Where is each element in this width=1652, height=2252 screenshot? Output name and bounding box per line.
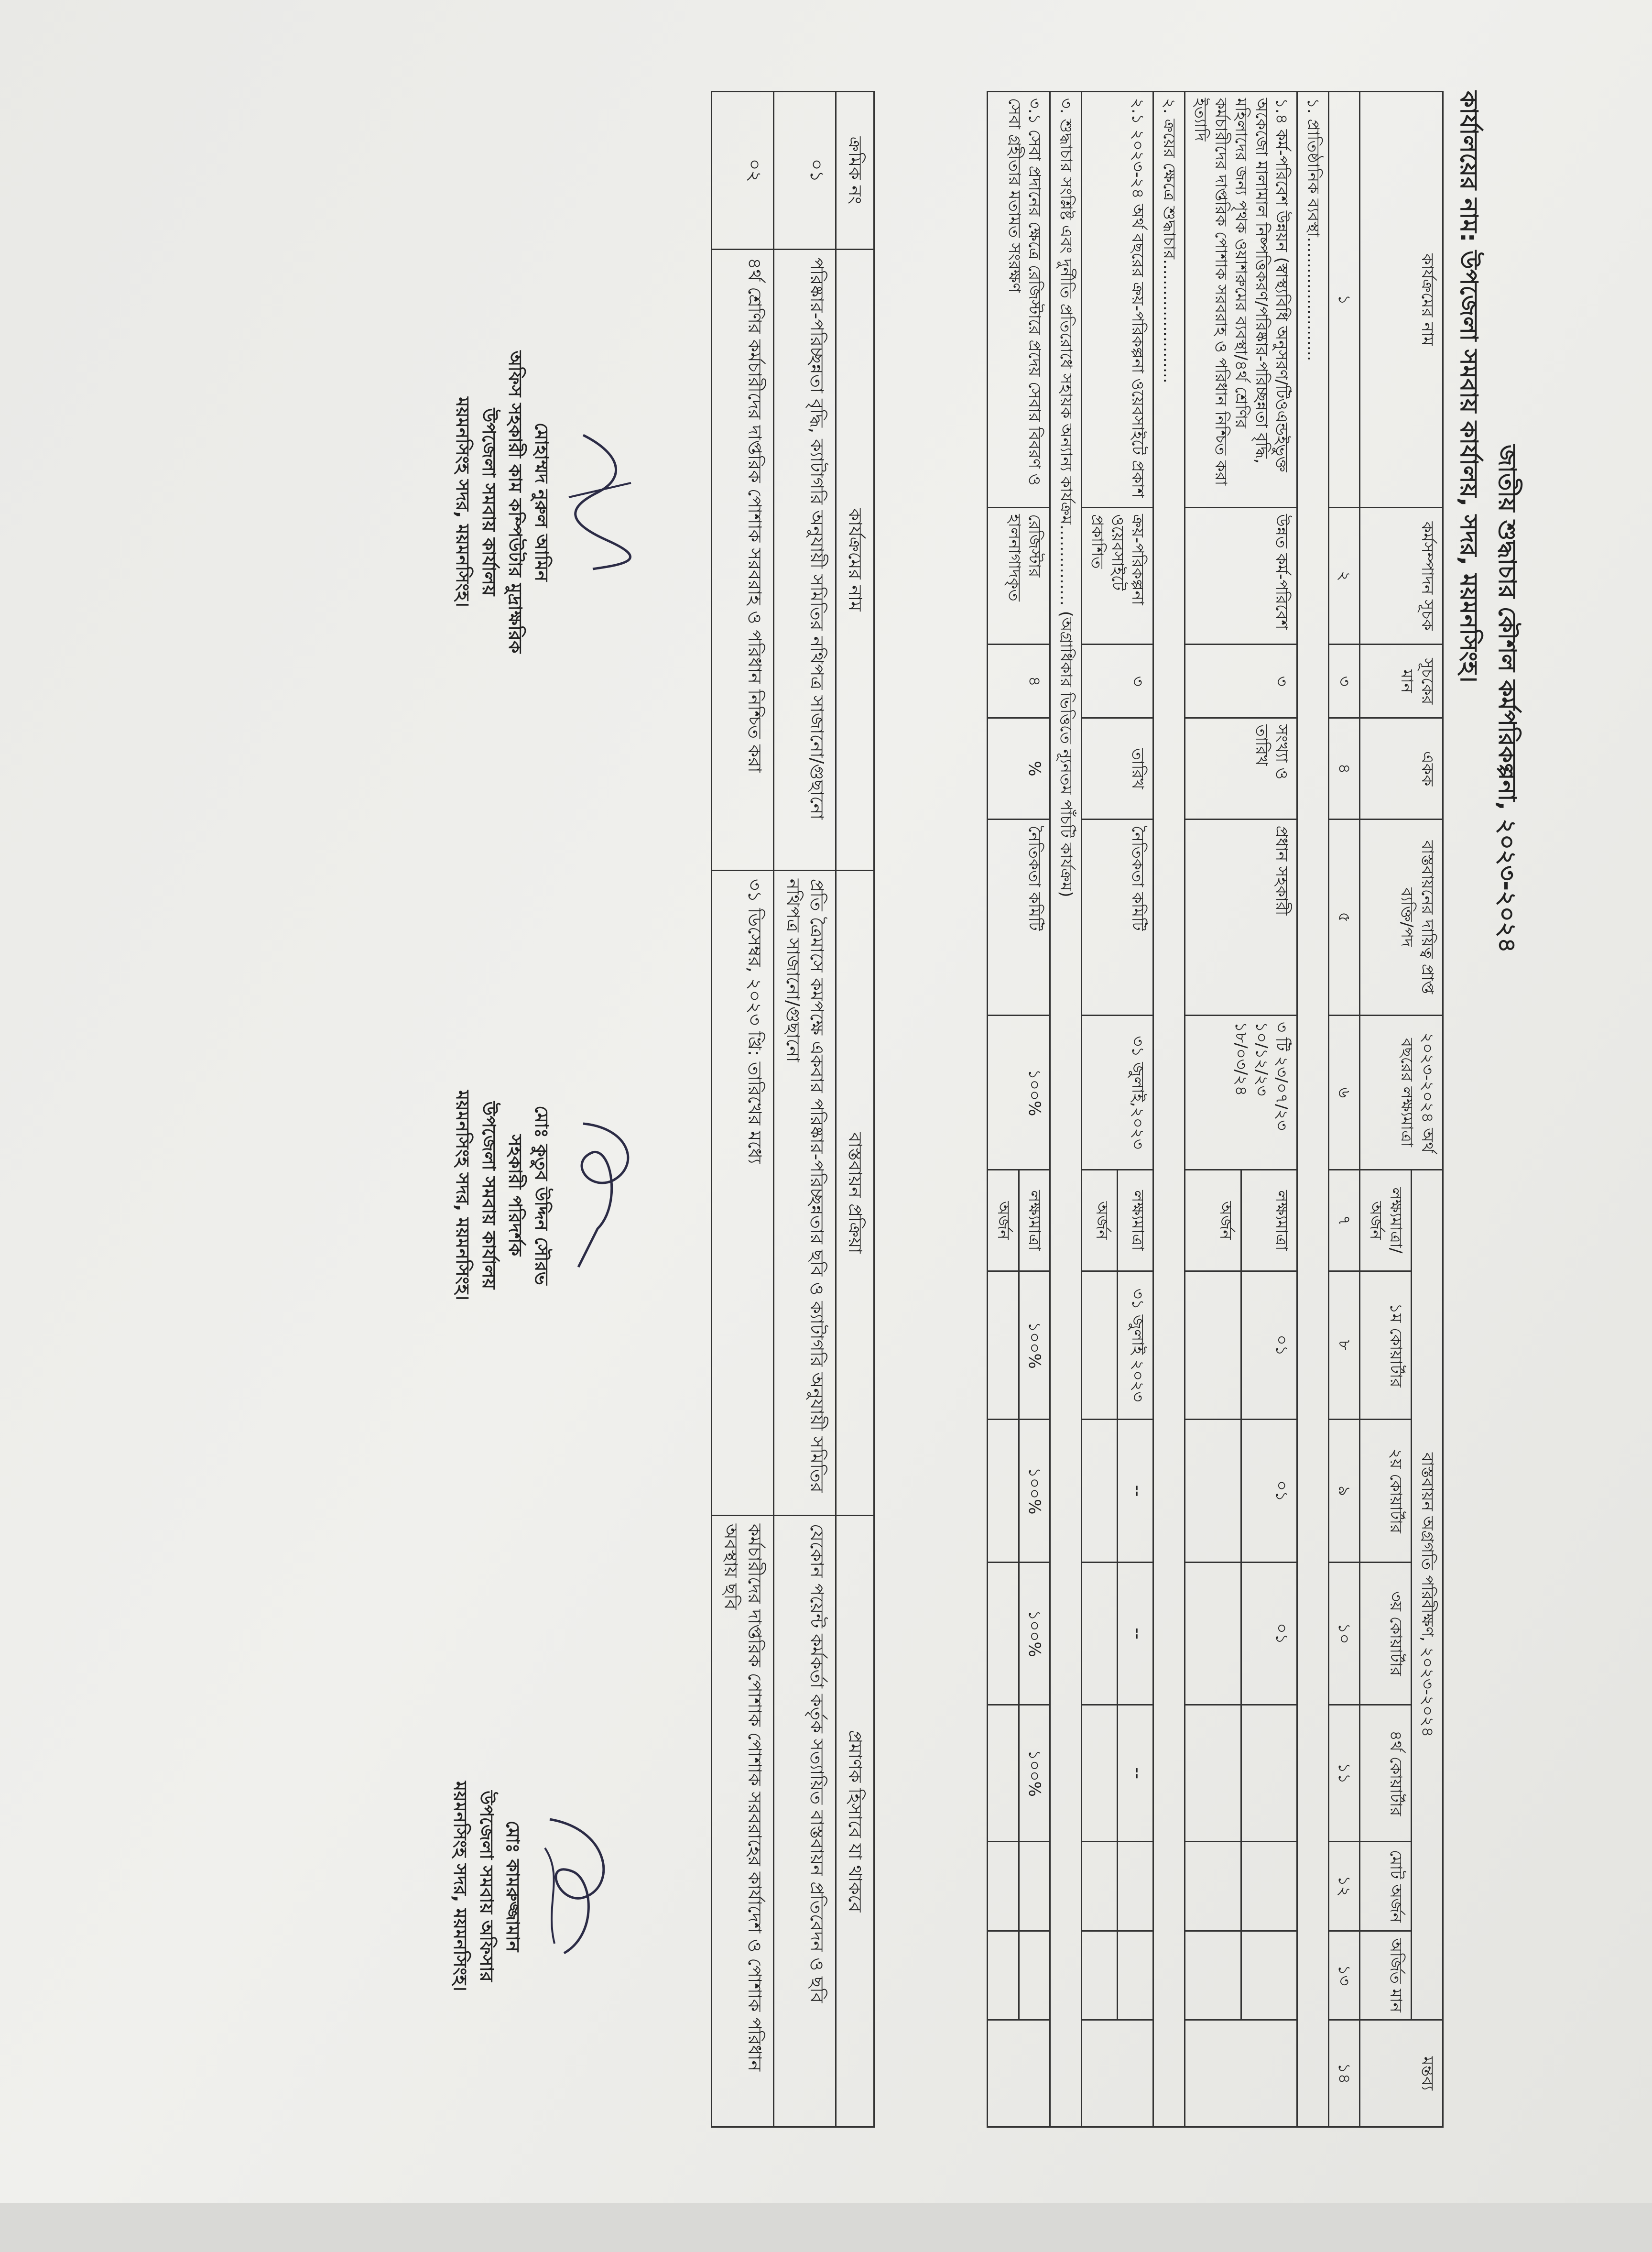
office-name: কার্যালয়ের নাম: উপজেলা সমবায় কার্যালয়, সদর, ময়মনসিংহ। [1455, 91, 1483, 683]
row-remarks [1185, 2020, 1298, 2127]
col-number: ৫ [1329, 819, 1360, 1015]
section-2-title: ২. ক্রয়ের ক্ষেত্রে শুদ্ধাচার........................ [1153, 92, 1185, 2127]
signatory-location: ময়মনসিংহ সদর, ময়মনসিংহ। [449, 1781, 471, 1991]
table-row [773, 92, 836, 2127]
header-remarks: মন্তব্য [1360, 2020, 1443, 2127]
document-sheet [10, 72, 1558, 2252]
signature-scribble [531, 1800, 621, 1972]
table-row [1241, 92, 1297, 2127]
row-activity: পরিষ্কার-পরিচ্ছন্নতা বৃদ্ধি, ক্যাটাগরি অনুযায়ী সমিতির নথিপত্র সাজানো/গুছানো [773, 249, 836, 870]
row-indicator: উন্নত কর্ম-পরিবেশ [1185, 508, 1298, 645]
header-target-achieve: লক্ষ্যমাত্রা/ অর্জন [1360, 1170, 1412, 1271]
row-q4-achieve [1185, 1705, 1241, 1842]
row-target-year: ৩ টি ২৩/০৭/২৩ ১০/১২/২৩ ১৮/০৩/২৪ [1185, 1016, 1298, 1170]
row-q1-achieve [1185, 1271, 1241, 1420]
signatory-office: উপজেলা সমবায় কার্যালয় [478, 1101, 500, 1290]
signature-scribble [559, 426, 641, 579]
header-activity: কার্যক্রমের নাম [1360, 92, 1443, 508]
table-header-row [836, 92, 874, 2127]
signatory-location: ময়মনসিংহ সদর, ময়মনসিংহ। [452, 1090, 473, 1301]
row-total-achieve [1082, 1842, 1118, 1931]
row-target-label: লক্ষ্যমাত্রা [1118, 1170, 1153, 1271]
row-total [1118, 1842, 1153, 1931]
action-plan-table [987, 91, 1444, 2128]
col-number: ৭ [1329, 1170, 1360, 1271]
section-row [1050, 92, 1082, 2127]
header-indicator: কর্মসম্পাদন সূচক [1360, 508, 1443, 645]
row-target-year: ১০০% [988, 1016, 1050, 1170]
row-unit: তারিখ [1082, 718, 1154, 819]
row-activity: ৪র্থ শ্রেণির কর্মচারীদের দাপ্তরিক পোশাক সরবরাহ ও পরিধান নিশ্চিত করা [712, 249, 774, 870]
col-number: ৮ [1329, 1271, 1360, 1420]
row-indicator: ক্রয়-পরিকল্পনা ওয়েবসাইটে প্রকাশিত [1082, 508, 1154, 645]
row-process: ৩১ ডিসেম্বর, ২০২৩ খ্রি: তারিখের মধ্যে [712, 870, 774, 1515]
row-unit: সংখ্যা ও তারিখ [1185, 718, 1298, 819]
row-process: প্রতি ত্রৈমাসে কমপক্ষে একবার পরিষ্কার-পরিচ্ছন্নতার ছবি ও ক্যাটাগরি অনুযায়ী সমিতির নথিপত্র সাজানো/গুছানো [773, 870, 836, 1515]
row-achieve-label: অর্জন [1082, 1170, 1118, 1271]
row-score-achieve [1082, 1931, 1118, 2020]
row-q3: ০১ [1241, 1562, 1297, 1705]
header-responsible: বাস্তবায়নের দায়িত্ব প্রাপ্ত ব্যক্তি/পদ [1360, 819, 1443, 1015]
row-achieve-label: অর্জন [1185, 1170, 1241, 1271]
signatory-designation: অফিস সহকারী কাম কম্পিউটার মুদ্রাক্ষরিক [504, 350, 526, 654]
row-q1-achieve [988, 1271, 1019, 1420]
col-number: ১২ [1329, 1842, 1360, 1931]
row-score [1118, 1931, 1153, 2020]
section-3-title: ৩. শুদ্ধাচার সংশ্লিষ্ট এবং দুর্নীতি প্রতিরোধে সহায়ক অন্যান্য কার্যক্রম…………… (অগ্রাধিকার ভিত্তিতে ন্যূনতম পাঁচটি কার্যক্রম) [1050, 92, 1082, 2127]
row-total [1241, 1842, 1297, 1931]
row-total-achieve [988, 1842, 1019, 1931]
row-target-year: ৩১ জুলাই,২০২৩ [1082, 1016, 1154, 1170]
signatory-name: মোঃ কুতুব উদ্দিন সৌরভ [531, 1105, 552, 1285]
header-evidence: প্রমাণক হিসাবে যা থাকবে [836, 1515, 874, 2127]
signatory-designation: উপজেলা সমবায় অফিসার [476, 1791, 497, 1982]
row-q4-achieve [988, 1705, 1019, 1842]
header-target-year: ২০২৩-২০২৪ অর্থ বছরের লক্ষ্যমাত্রা [1360, 1016, 1443, 1170]
row-weight: ৪ [988, 645, 1050, 718]
row-indicator: রেজিস্টার হালনাগাদকৃত [988, 508, 1050, 645]
row-q3: ১০০% [1019, 1562, 1051, 1705]
row-score-achieve [988, 1931, 1019, 2020]
row-activity: ১.৪ কর্ম-পরিবেশ উন্নয়ন (স্বাস্থ্যবিধি অনুসরণ/টিওএন্ডইভুক্ত অকেজো মালামাল নিষ্পত্তিকরণ/পরিষ্কার-পরিচ্ছন্নতা বৃদ্ধি, মহিলাদের জন্য পৃথক ওয়াশরুমের ব্যবস্থা/৪র্থ শ্রেণির কর্মচারীদের দাপ্তরিক পোশাক সরবরাহ ও পরিধান নিশ্চিত করা ইত্যাদি [1185, 92, 1298, 508]
table-row [712, 92, 774, 2127]
row-q4: ১০০% [1019, 1705, 1051, 1842]
signatory-location: ময়মনসিংহ সদর, ময়মনসিংহ। [452, 397, 473, 607]
row-responsible: প্রধান সহকারী [1185, 819, 1298, 1015]
row-q4: -- [1118, 1705, 1153, 1842]
row-target-label: লক্ষ্যমাত্রা [1241, 1170, 1297, 1271]
signatory-name: মোঃ কামরুজ্জামান [502, 1820, 523, 1952]
header-total: মোট অর্জন [1360, 1842, 1412, 1931]
row-q4 [1241, 1705, 1297, 1842]
col-number: ২ [1329, 508, 1360, 645]
header-q3: ৩য় কোয়ার্টার [1360, 1562, 1412, 1705]
row-total-achieve [1185, 1842, 1241, 1931]
signatory-name: মোহাম্মদ নুরুল আমিন [531, 422, 552, 582]
col-number: ৪ [1329, 718, 1360, 819]
signature-scribble [559, 1109, 650, 1281]
row-target-label: লক্ষ্যমাত্রা [1019, 1170, 1051, 1271]
section-1-title: ১. প্রাতিষ্ঠানিক ব্যবস্থা........................ [1297, 92, 1329, 2127]
row-q3: -- [1118, 1562, 1153, 1705]
row-q2: ১০০% [1019, 1420, 1051, 1562]
header-activity: কার্যক্রমের নাম [836, 249, 874, 870]
row-q1-achieve [1082, 1271, 1118, 1420]
col-number: ১৩ [1329, 1931, 1360, 2020]
col-number: ৬ [1329, 1016, 1360, 1170]
signatory-office: উপজেলা সমবায় কার্যালয় [478, 408, 500, 596]
row-score [1241, 1931, 1297, 2020]
header-q2: ২য় কোয়ার্টার [1360, 1420, 1412, 1562]
row-weight: ৩ [1185, 645, 1298, 718]
col-number: ১১ [1329, 1705, 1360, 1842]
col-number: ৩ [1329, 645, 1360, 718]
row-q2-achieve [988, 1420, 1019, 1562]
header-process: বাস্তবায়ন প্রক্রিয়া [836, 870, 874, 1515]
row-remarks [988, 2020, 1050, 2127]
col-number: ১৪ [1329, 2020, 1360, 2127]
row-q1: ৩১ জুলাই ২০২৩ [1118, 1271, 1153, 1420]
col-number: ১০ [1329, 1562, 1360, 1705]
row-serial: ০১ [773, 92, 836, 250]
row-responsible: নৈতিকতা কমিটি [988, 819, 1050, 1015]
header-unit: একক [1360, 718, 1443, 819]
row-q2-achieve [1082, 1420, 1118, 1562]
header-progress-group: বাস্তবায়ন অগ্রগতি পরিবীক্ষণ, ২০২৩-২০২৪ [1412, 1170, 1443, 2020]
row-q3-achieve [1185, 1562, 1241, 1705]
row-evidence: কর্মচারীদের দাপ্তরিক পোশাক পোশাক সরবরাহের কার্যাদেশ ও পোশাক পরিধান অবস্থায় ছবি [712, 1515, 774, 2127]
row-evidence: যেকোন পয়েন্ট কর্মকর্তা কর্তৃক সত্যায়িত বাস্তবায়ন প্রতিবেদন ও ছবি [773, 1515, 836, 2127]
row-activity: ২.১ ২০২৩-২৪ অর্থ বছরের ক্রয়-পরিকল্পনা ওয়েবসাইটে প্রকাশ [1082, 92, 1154, 508]
section-row [1297, 92, 1329, 2127]
signature-block-2 [449, 980, 650, 1410]
row-q2-achieve [1185, 1420, 1241, 1562]
row-q3-achieve [988, 1562, 1019, 1705]
table-row [1019, 92, 1051, 2127]
col-number: ১ [1329, 92, 1360, 508]
column-number-row [1329, 92, 1360, 2127]
row-remarks [1082, 2020, 1154, 2127]
row-weight: ৩ [1082, 645, 1154, 718]
signatory-designation: সহকারী পরিদর্শক [504, 1134, 526, 1257]
document-title: জাতীয় শুদ্ধাচার কৌশল কর্মপরিকল্পনা, ২০২৩-২০২৪ [1493, 445, 1521, 953]
row-q1: ০১ [1241, 1271, 1297, 1420]
implementation-table [711, 91, 875, 2128]
row-serial: ০২ [712, 92, 774, 250]
row-score-achieve [1185, 1931, 1241, 2020]
table-row [1118, 92, 1153, 2127]
row-responsible: নৈতিকতা কমিটি [1082, 819, 1154, 1015]
header-serial: ক্রমিক নং [836, 92, 874, 250]
row-q2: -- [1118, 1420, 1153, 1562]
col-number: ৯ [1329, 1420, 1360, 1562]
row-q1: ১০০% [1019, 1271, 1051, 1420]
row-score [1019, 1931, 1051, 2020]
section-row [1153, 92, 1185, 2127]
header-weight: সূচকের মান [1360, 645, 1443, 718]
row-q3-achieve [1082, 1562, 1118, 1705]
table-header-row [1412, 92, 1443, 2127]
row-q2: ০১ [1241, 1420, 1297, 1562]
header-score: অর্জিত মান [1360, 1931, 1412, 2020]
row-activity: ৩.১ সেবা প্রদানের ক্ষেত্রে রেজিস্টারে প্রদেয় সেবার বিবরণ ও সেবা গ্রহীতার মতামত সংরক্ষণ [988, 92, 1050, 508]
header-q1: ১ম কোয়ার্টার [1360, 1271, 1412, 1420]
row-total [1019, 1842, 1051, 1931]
row-achieve-label: অর্জন [988, 1170, 1019, 1271]
row-unit: % [988, 718, 1050, 819]
signature-block-3 [447, 1659, 621, 2113]
header-q4: ৪র্থ কোয়ার্টার [1360, 1705, 1412, 1842]
row-q4-achieve [1082, 1705, 1118, 1842]
signature-block-1 [449, 239, 641, 765]
